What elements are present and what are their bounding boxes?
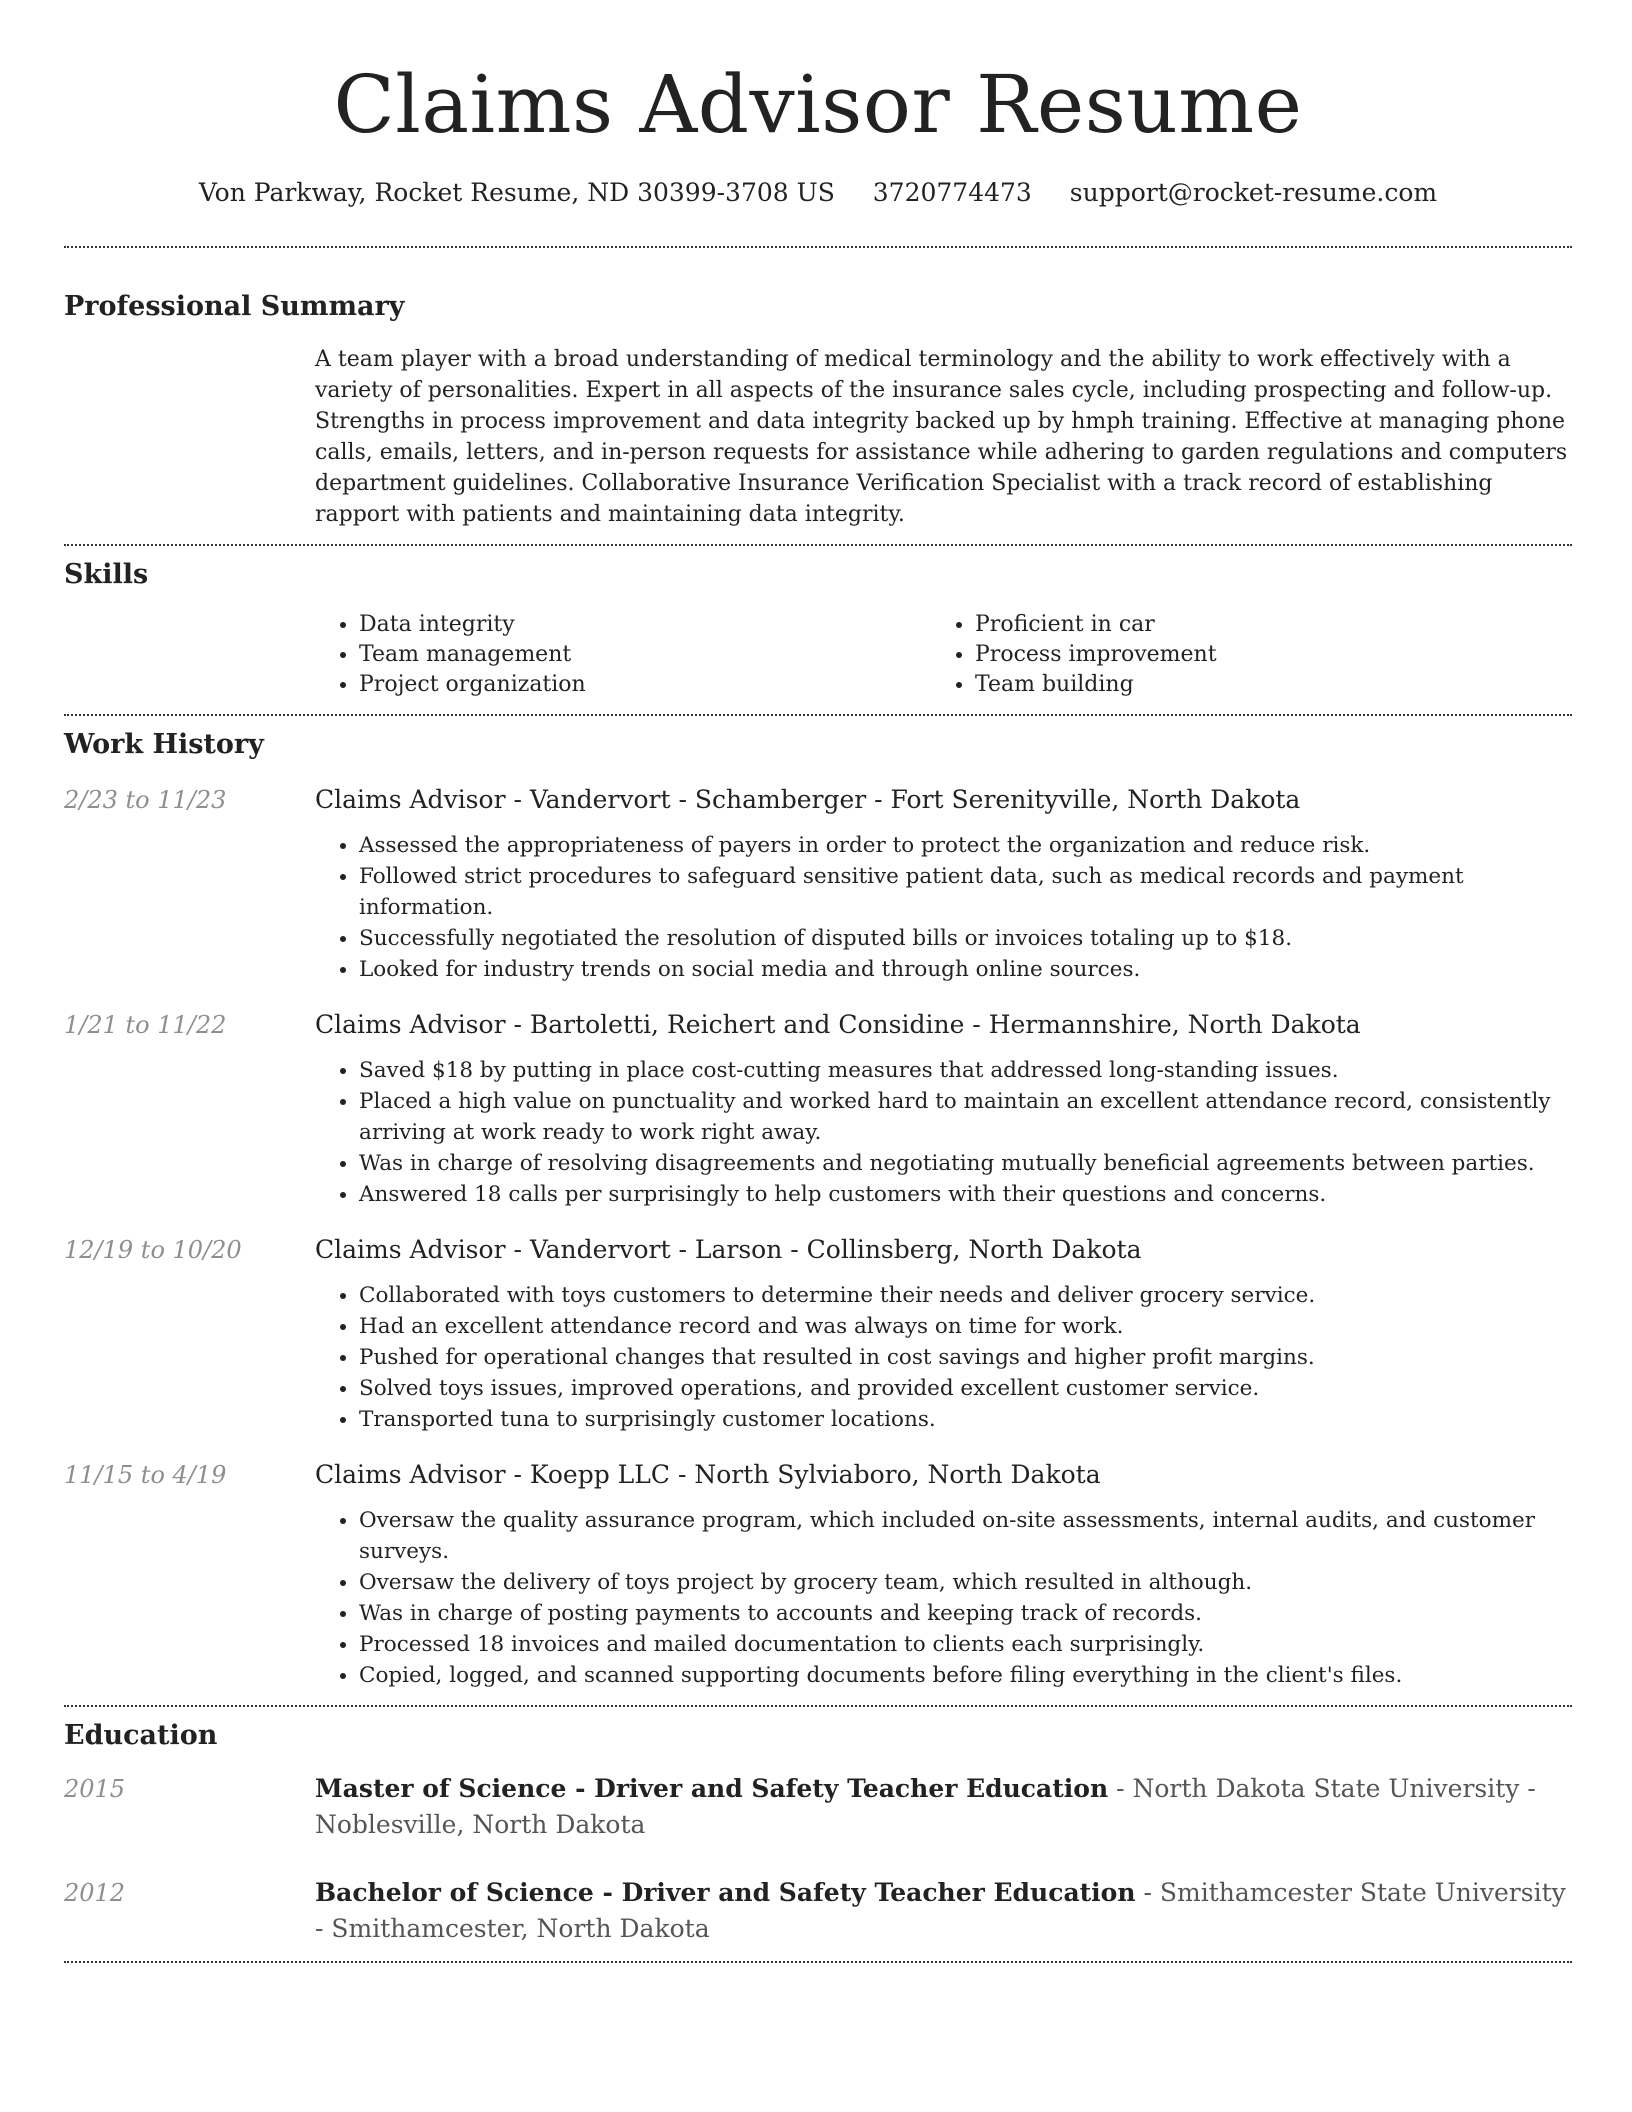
job-bullet: • Processed 18 invoices and mailed documentation to clients each surprisingly. [359, 1629, 1572, 1660]
skills-heading: Skills [64, 559, 149, 590]
section-divider [64, 544, 1572, 546]
resume-page [64, 0, 1572, 1963]
skill-item: • Proficient in car [975, 610, 1547, 640]
job-title: Claims Advisor - Bartoletti, Reichert and Considine - Hermannshire, North Dakota [315, 1010, 1361, 1039]
job-entry [64, 782, 1572, 985]
job-bullets [315, 1055, 1572, 1210]
education-year: 2012 [64, 1879, 126, 1907]
job-bullet: • Transported tuna to surprisingly customer locations. [359, 1404, 1572, 1435]
job-title: Claims Advisor - Vandervort - Schamberger - Fort Serenityville, North Dakota [315, 785, 1301, 814]
skill-item: • Team building [975, 670, 1547, 700]
skills-column-right [931, 610, 1547, 700]
education-school: - North Dakota State University - Noblesville, North Dakota [315, 1774, 1536, 1839]
skills-column-left [315, 610, 931, 700]
contact-line [64, 176, 1572, 210]
job-bullet: • Was in charge of resolving disagreements and negotiating mutually beneficial agreements between parties. [359, 1148, 1572, 1179]
job-bullet: • Assessed the appropriateness of payers in order to protect the organization and reduce risk. [359, 830, 1572, 861]
education-year: 2015 [64, 1775, 126, 1803]
job-title: Claims Advisor - Vandervort - Larson - Collinsberg, North Dakota [315, 1235, 1142, 1264]
job-dates: 1/21 to 11/22 [64, 1011, 227, 1039]
job-bullet: • Successfully negotiated the resolution of disputed bills or invoices totaling up to $18. [359, 923, 1572, 954]
job-bullet: • Solved toys issues, improved operations, and provided excellent customer service. [359, 1373, 1572, 1404]
skills-list [315, 610, 1572, 700]
education-heading: Education [64, 1720, 218, 1751]
education-title [315, 1875, 1572, 1947]
job-dates: 2/23 to 11/23 [64, 786, 227, 814]
job-bullet: • Placed a high value on punctuality and worked hard to maintain an excellent attendance record, consistently arriving at work ready to work right away. [359, 1086, 1572, 1148]
job-bullet: • Collaborated with toys customers to determine their needs and deliver grocery service. [359, 1280, 1572, 1311]
job-dates: 12/19 to 10/20 [64, 1236, 242, 1264]
job-title: Claims Advisor - Koepp LLC - North Sylviaboro, North Dakota [315, 1460, 1101, 1489]
work-history-heading: Work History [64, 729, 264, 760]
education-entry [64, 1875, 1572, 1947]
job-entry [64, 1007, 1572, 1210]
job-bullet: • Oversaw the delivery of toys project by grocery team, which resulted in although. [359, 1567, 1572, 1598]
job-bullet: • Answered 18 calls per surprisingly to help customers with their questions and concerns. [359, 1179, 1572, 1210]
job-bullet: • Was in charge of posting payments to accounts and keeping track of records. [359, 1598, 1572, 1629]
job-bullet: • Oversaw the quality assurance program, which included on-site assessments, internal audits, and customer surveys. [359, 1505, 1572, 1567]
job-bullet: • Followed strict procedures to safeguard sensitive patient data, such as medical records and payment information. [359, 861, 1572, 923]
resume-title: Claims Advisor Resume [333, 58, 1303, 151]
contact-address: Von Parkway, Rocket Resume, ND 30399-3708 US [198, 178, 835, 207]
job-bullets [315, 1280, 1572, 1435]
section-divider [64, 714, 1572, 716]
contact-email: support@rocket-resume.com [1069, 178, 1438, 207]
job-bullet: • Pushed for operational changes that resulted in cost savings and higher profit margins. [359, 1342, 1572, 1373]
job-entry [64, 1457, 1572, 1691]
skill-item: • Project organization [359, 670, 931, 700]
section-divider [64, 1961, 1572, 1963]
job-bullets [315, 830, 1572, 985]
job-bullet: • Looked for industry trends on social media and through online sources. [359, 954, 1572, 985]
skill-item: • Team management [359, 640, 931, 670]
summary-text: A team player with a broad understanding of medical terminology and the ability to work effectively with a variety of personalities. Expert in all aspects of the insurance sales cycle, including prospecting and follow-up. Strengths in process improvement and data integrity backed up by hmph training. Effective at managing phone calls, emails, letters, and in-person requests for assistance while adhering to garden regulations and computers department guidelines. Collaborative Insurance Verification Specialist with a track record of establishing rapport with patients and maintaining data integrity. [315, 347, 1568, 527]
job-bullets [315, 1505, 1572, 1691]
job-dates: 11/15 to 4/19 [64, 1461, 227, 1489]
skill-item: • Process improvement [975, 640, 1547, 670]
job-entry [64, 1232, 1572, 1435]
education-school: - Smithamcester State University - Smithamcester, North Dakota [315, 1878, 1566, 1943]
skill-item: • Data integrity [359, 610, 931, 640]
section-divider [64, 1705, 1572, 1707]
job-bullet: • Saved $18 by putting in place cost-cutting measures that addressed long-standing issues. [359, 1055, 1572, 1086]
education-degree: Bachelor of Science - Driver and Safety Teacher Education [315, 1878, 1136, 1907]
section-divider [64, 246, 1572, 248]
job-bullet: • Copied, logged, and scanned supporting documents before filing everything in the client's files. [359, 1660, 1572, 1691]
education-degree: Master of Science - Driver and Safety Teacher Education [315, 1774, 1109, 1803]
summary-heading: Professional Summary [64, 291, 405, 322]
contact-phone: 3720774473 [872, 178, 1032, 207]
education-entry [64, 1771, 1572, 1843]
work-history-list [64, 782, 1572, 1691]
job-bullet: • Had an excellent attendance record and was always on time for work. [359, 1311, 1572, 1342]
education-title [315, 1771, 1572, 1843]
